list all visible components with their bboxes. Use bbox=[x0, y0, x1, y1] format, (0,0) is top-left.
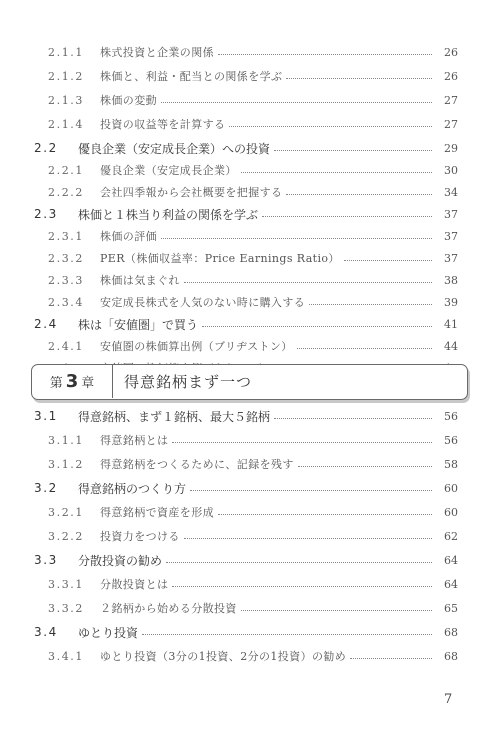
dot-leader bbox=[172, 586, 432, 587]
dot-leader bbox=[202, 326, 432, 327]
entry-page-number: 68 bbox=[444, 625, 458, 639]
entry-number: 3.3.1 bbox=[48, 577, 84, 591]
page-folio: 7 bbox=[444, 692, 453, 707]
entry-number: 3.2 bbox=[34, 481, 58, 495]
toc-entry[interactable] bbox=[48, 66, 458, 86]
entry-page-number: 68 bbox=[444, 649, 458, 663]
entry-page-number: 65 bbox=[444, 601, 458, 615]
entry-page-number: 34 bbox=[444, 185, 458, 199]
toc-entry[interactable] bbox=[48, 182, 458, 202]
entry-title: 株価の評価 bbox=[100, 230, 157, 243]
dot-leader bbox=[286, 194, 432, 195]
toc-entry[interactable] bbox=[48, 574, 458, 594]
entry-number: 2.3 bbox=[34, 207, 58, 221]
dot-leader bbox=[241, 172, 432, 173]
entry-number: 2.2.2 bbox=[48, 185, 84, 199]
entry-number: 3.3.2 bbox=[48, 601, 84, 615]
entry-number: 2.4.1 bbox=[48, 339, 84, 353]
entry-number: 2.3.4 bbox=[48, 295, 84, 309]
entry-title: 得意銘柄をつくるために、記録を残す bbox=[100, 458, 294, 471]
entry-page-number: 27 bbox=[444, 117, 458, 131]
toc-entry[interactable] bbox=[34, 314, 458, 334]
entry-number: 3.2.2 bbox=[48, 529, 84, 543]
entry-number: 2.3.2 bbox=[48, 251, 84, 265]
entry-page-number: 41 bbox=[444, 317, 458, 331]
toc-entry[interactable] bbox=[48, 90, 458, 110]
dot-leader bbox=[229, 126, 432, 127]
entry-title: 得意銘柄で資産を形成 bbox=[100, 506, 214, 519]
entry-page-number: 26 bbox=[444, 45, 458, 59]
toc-entry[interactable] bbox=[48, 336, 458, 356]
entry-page-number: 37 bbox=[444, 207, 458, 221]
entry-title: 株価と１株当り利益の関係を学ぶ bbox=[78, 207, 259, 222]
entry-title: 投資の収益等を計算する bbox=[100, 118, 226, 131]
entry-page-number: 56 bbox=[444, 433, 458, 447]
dot-leader bbox=[142, 634, 432, 635]
entry-page-number: 60 bbox=[444, 481, 458, 495]
entry-page-number: 60 bbox=[444, 505, 458, 519]
chapter-number-label bbox=[32, 365, 113, 398]
toc-entry[interactable] bbox=[48, 160, 458, 180]
entry-number: 3.1.1 bbox=[48, 433, 84, 447]
entry-title: 優良企業（安定成長企業） bbox=[100, 164, 237, 177]
entry-page-number: 62 bbox=[444, 529, 458, 543]
entry-title: 株は「安値圏」で買う bbox=[78, 317, 199, 332]
dot-leader bbox=[218, 514, 432, 515]
dot-leader bbox=[190, 490, 432, 491]
toc-entry[interactable] bbox=[48, 270, 458, 290]
entry-title: 安定成長株式を人気のない時に購入する bbox=[100, 296, 306, 309]
entry-page-number: 29 bbox=[444, 141, 458, 155]
entry-title: 会社四季報から会社概要を把握する bbox=[100, 186, 283, 199]
chapter-number: 3 bbox=[65, 371, 79, 392]
dot-leader bbox=[274, 150, 432, 151]
entry-page-number: 64 bbox=[444, 553, 458, 567]
entry-number: 2.2 bbox=[34, 141, 58, 155]
chapter-title: 得意銘柄まず一つ bbox=[124, 373, 253, 391]
entry-title: 株価は気まぐれ bbox=[100, 274, 180, 287]
entry-title: 分散投資の勧め bbox=[78, 553, 163, 568]
entry-number: 2.4 bbox=[34, 317, 58, 331]
entry-number: 2.3.1 bbox=[48, 229, 84, 243]
entry-page-number: 44 bbox=[444, 339, 458, 353]
entry-title: 得意銘柄のつくり方 bbox=[78, 481, 187, 496]
dot-leader bbox=[298, 466, 432, 467]
dot-leader bbox=[218, 54, 432, 55]
dot-leader bbox=[172, 442, 432, 443]
entry-title: 株式投資と企業の関係 bbox=[100, 46, 214, 59]
toc-entry[interactable] bbox=[48, 430, 458, 450]
dot-leader bbox=[309, 304, 432, 305]
dot-leader bbox=[161, 238, 432, 239]
entry-number: 3.2.1 bbox=[48, 505, 84, 519]
entry-title: 投資力をつける bbox=[100, 530, 180, 543]
entry-title: PER（株価収益率：Price Earnings Ratio） bbox=[100, 252, 340, 265]
toc-entry[interactable] bbox=[48, 526, 458, 546]
toc-entry[interactable] bbox=[34, 550, 458, 570]
dot-leader bbox=[297, 348, 432, 349]
toc-entry[interactable] bbox=[34, 622, 458, 642]
entry-title: ゆとり投資（3分の1投資、2分の1投資）の勧め bbox=[100, 650, 347, 663]
toc-entry[interactable] bbox=[48, 646, 458, 666]
toc-entry[interactable] bbox=[34, 138, 458, 158]
chapter-suffix: 章 bbox=[81, 376, 95, 391]
entry-page-number: 58 bbox=[444, 457, 458, 471]
entry-page-number: 30 bbox=[444, 163, 458, 177]
dot-leader bbox=[350, 658, 432, 659]
toc-entry[interactable] bbox=[48, 598, 458, 618]
entry-page-number: 38 bbox=[444, 273, 458, 287]
toc-entry[interactable] bbox=[48, 248, 458, 268]
entry-number: 2.1.2 bbox=[48, 69, 84, 83]
chapter-prefix: 第 bbox=[49, 376, 63, 391]
entry-page-number: 37 bbox=[444, 229, 458, 243]
toc-entry[interactable] bbox=[48, 226, 458, 246]
entry-number: 3.4.1 bbox=[48, 649, 84, 663]
entry-title: 優良企業（安定成長企業）への投資 bbox=[78, 141, 271, 156]
entry-number: 2.2.1 bbox=[48, 163, 84, 177]
entry-page-number: 37 bbox=[444, 251, 458, 265]
entry-number: 3.3 bbox=[34, 553, 58, 567]
entry-page-number: 56 bbox=[444, 409, 458, 423]
toc-entry[interactable] bbox=[48, 114, 458, 134]
toc-entry[interactable] bbox=[34, 406, 458, 426]
dot-leader bbox=[161, 102, 432, 103]
toc-entry[interactable] bbox=[48, 42, 458, 62]
entry-number: 2.3.3 bbox=[48, 273, 84, 287]
entry-title: 得意銘柄、まず１銘柄、最大５銘柄 bbox=[78, 409, 271, 424]
dot-leader bbox=[274, 418, 432, 419]
entry-page-number: 27 bbox=[444, 93, 458, 107]
entry-title: 安値圏の株価算出例（ブリヂストン） bbox=[100, 340, 293, 353]
toc-entry[interactable] bbox=[48, 454, 458, 474]
toc-entry[interactable] bbox=[34, 204, 458, 224]
toc-entry[interactable] bbox=[48, 502, 458, 522]
dot-leader bbox=[286, 78, 432, 79]
entry-number: 2.1.4 bbox=[48, 117, 84, 131]
entry-title: 得意銘柄とは bbox=[100, 434, 169, 447]
entry-number: 2.1.3 bbox=[48, 93, 84, 107]
entry-number: 2.1.1 bbox=[48, 45, 84, 59]
dot-leader bbox=[166, 562, 432, 563]
dot-leader bbox=[344, 260, 432, 261]
entry-number: 3.1 bbox=[34, 409, 58, 423]
entry-page-number: 64 bbox=[444, 577, 458, 591]
toc-entry[interactable] bbox=[48, 292, 458, 312]
entry-title: 株価の変動 bbox=[100, 94, 157, 107]
dot-leader bbox=[241, 610, 432, 611]
entry-title: ゆとり投資 bbox=[78, 625, 139, 640]
entry-page-number: 26 bbox=[444, 69, 458, 83]
entry-page-number: 39 bbox=[444, 295, 458, 309]
toc-entry[interactable] bbox=[34, 478, 458, 498]
entry-title: 分散投資とは bbox=[100, 578, 169, 591]
dot-leader bbox=[184, 282, 432, 283]
dot-leader bbox=[262, 216, 432, 217]
entry-title: ２銘柄から始める分散投資 bbox=[100, 602, 237, 615]
dot-leader bbox=[184, 538, 432, 539]
entry-number: 3.1.2 bbox=[48, 457, 84, 471]
entry-title: 株価と、利益・配当との関係を学ぶ bbox=[100, 70, 283, 83]
chapter-heading[interactable] bbox=[31, 364, 468, 400]
entry-number: 3.4 bbox=[34, 625, 58, 639]
